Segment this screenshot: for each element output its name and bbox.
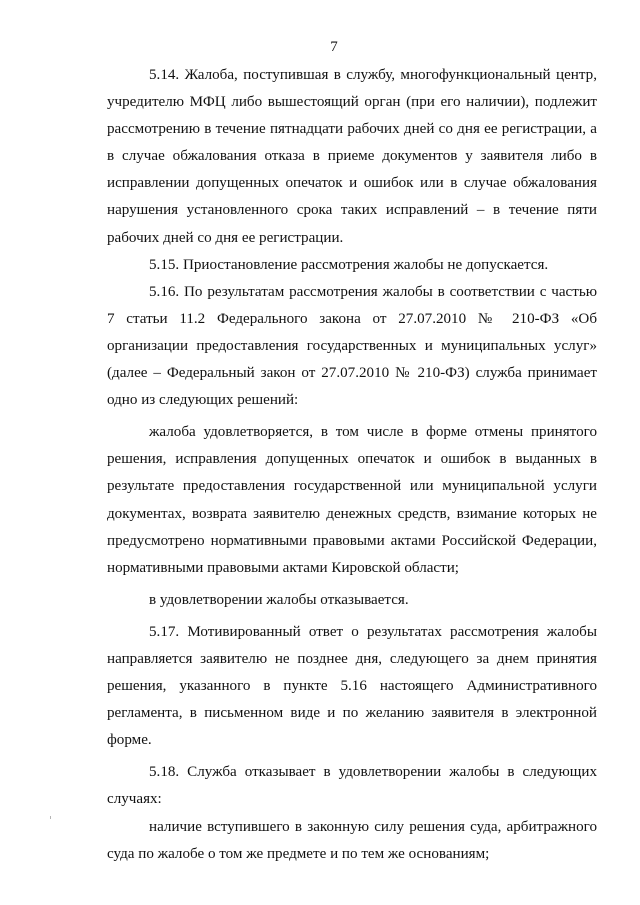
paragraph-5-15: 5.15. Приостановление рассмотрения жалобы не допускается. <box>149 256 549 273</box>
list-item-court-decision: наличие вступившего в законную силу решения суда, арбитражного суда по жалобе о том же предмете и по тем же основаниям; <box>107 818 597 862</box>
list-item-complaint-rejected: в удовлетворении жалобы отказывается. <box>149 591 409 608</box>
paragraph-5-14: 5.14. Жалоба, поступившая в службу, многофункциональный центр, учредителю МФЦ либо вышестоящий орган (при его наличии), подлежит рассмотрению в течение пятнадцати рабочих дней со дня ее регистрации, а в случае обжалования отказа в приеме документов у заявителя либо в исправлении допущенных опечаток и ошибок или в случае обжалования нарушения установленного срока таких исправлений – в течение пяти рабочих дней со дня ее регистрации. <box>107 67 597 246</box>
paragraph-5-18: 5.18. Служба отказывает в удовлетворении жалобы в следующих случаях: <box>107 764 597 808</box>
page-number: 7 <box>330 39 338 55</box>
scan-speck <box>50 816 51 819</box>
paragraph-5-16: 5.16. По результатам рассмотрения жалобы в соответствии с частью 7 статьи 11.2 Федерального закона от 27.07.2010 № 210-ФЗ «Об организации предоставления государственных и муниципальных услуг» (далее – Федеральный закон от 27.07.2010 № 210-ФЗ) служба принимает одно из следующих решений: <box>107 283 597 409</box>
list-item-complaint-satisfied: жалоба удовлетворяется, в том числе в форме отмены принятого решения, исправления допущенных опечаток и ошибок в выданных в результате предоставления государственной или муниципальной услуги документах, возврата заявителю денежных средств, взимание которых не предусмотрено нормативными правовыми актами Российской Федерации, нормативными правовыми актами Кировской области; <box>107 424 597 576</box>
paragraph-5-17: 5.17. Мотивированный ответ о результатах рассмотрения жалобы направляется заявителю не позднее дня, следующего за днем принятия решения, указанного в пункте 5.16 настоящего Административного регламента, в письменном виде и по желанию заявителя в электронной форме. <box>107 623 597 749</box>
document-body <box>107 62 597 868</box>
